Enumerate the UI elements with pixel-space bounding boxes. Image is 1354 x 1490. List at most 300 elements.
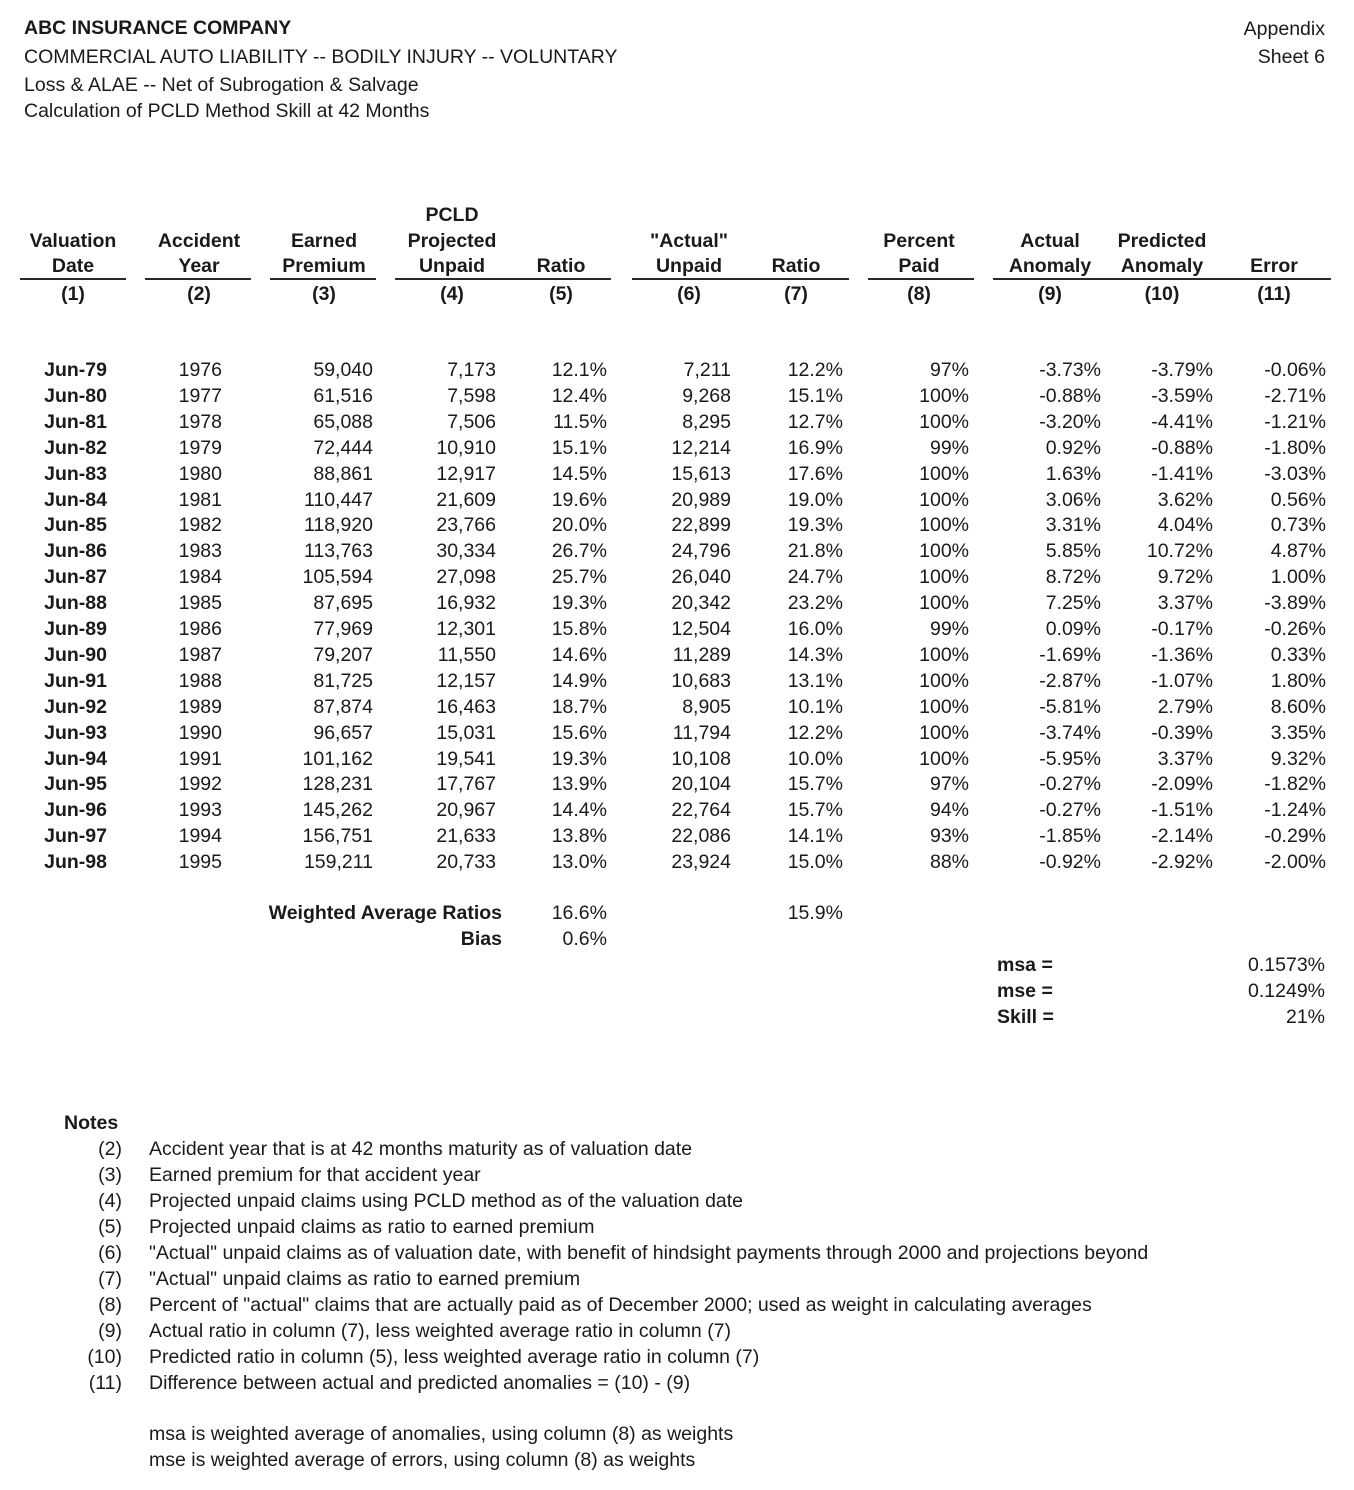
header-rule-4-5	[395, 278, 611, 280]
col-10-number: (10)	[1144, 283, 1180, 305]
predicted-ratio-cell: 20.0%	[551, 514, 607, 537]
predicted-ratio-cell: 15.1%	[551, 436, 607, 459]
actual-ratio-cell: 21.8%	[787, 540, 843, 563]
col-7-header-line1: Ratio	[771, 255, 821, 277]
col-4-header-line3: Unpaid	[418, 255, 486, 277]
predicted-ratio-cell: 12.4%	[551, 384, 607, 407]
predicted-ratio-cell: 25.7%	[551, 566, 607, 589]
accident-year-cell: 1979	[178, 436, 222, 459]
col-1-number: (1)	[61, 283, 85, 305]
table-row	[0, 694, 1354, 720]
note-item	[60, 1214, 1310, 1240]
actual-anomaly-cell: -3.20%	[1039, 410, 1101, 433]
actual-ratio-cell: 15.7%	[787, 773, 843, 796]
predicted-anomaly-cell: -2.14%	[1151, 825, 1213, 848]
actual-ratio-cell: 19.3%	[787, 514, 843, 537]
percent-paid-cell: 97%	[929, 773, 969, 796]
predicted-anomaly-cell: -0.88%	[1151, 436, 1213, 459]
col-5-number: (5)	[549, 283, 573, 305]
percent-paid-cell: 100%	[919, 721, 969, 744]
actual-anomaly-cell: -0.27%	[1039, 799, 1101, 822]
predicted-ratio-cell: 18.7%	[551, 695, 607, 718]
note-text: Projected unpaid claims as ratio to earned premium	[149, 1216, 595, 1238]
col-8-header-line2: Paid	[898, 255, 940, 277]
earned-premium-cell: 128,231	[302, 773, 373, 796]
predicted-anomaly-cell: -0.17%	[1151, 618, 1213, 640]
note-number: (2)	[98, 1138, 122, 1160]
actual-anomaly-cell: -0.92%	[1039, 851, 1101, 874]
earned-premium-cell: 118,920	[303, 514, 373, 537]
actual-unpaid-cell: 15,613	[671, 462, 731, 485]
actual-anomaly-cell: 5.85%	[1045, 540, 1101, 563]
actual-unpaid-cell: 8,905	[682, 695, 731, 718]
col-8-number: (8)	[907, 283, 931, 305]
note-text: Percent of "actual" claims that are actually paid as of December 2000; used as weight in calculating averages	[149, 1294, 1092, 1316]
note-item	[60, 1344, 1310, 1370]
actual-ratio-cell: 19.0%	[787, 488, 843, 511]
actual-ratio-cell: 12.2%	[787, 359, 843, 381]
error-cell: 4.87%	[1270, 540, 1326, 563]
table-row	[0, 538, 1354, 564]
predicted-anomaly-cell: -4.41%	[1151, 410, 1213, 433]
actual-anomaly-cell: -3.74%	[1039, 721, 1101, 744]
predicted-anomaly-cell: -1.07%	[1151, 669, 1213, 692]
mse-label: mse =	[997, 980, 1053, 1002]
percent-paid-cell: 94%	[929, 799, 969, 822]
predicted-anomaly-cell: 10.72%	[1146, 540, 1213, 563]
predicted-anomaly-cell: -1.41%	[1151, 462, 1213, 485]
col-7-number: (7)	[784, 283, 808, 305]
valuation-date-cell: Jun-88	[44, 592, 107, 615]
table-row	[0, 590, 1354, 616]
pcld-projected-unpaid-cell: 11,550	[437, 643, 496, 666]
msa-definition: msa is weighted average of anomalies, using column (8) as weights	[149, 1423, 734, 1445]
col-9-header-line2: Anomaly	[1008, 255, 1092, 277]
predicted-anomaly-cell: 3.37%	[1157, 747, 1213, 770]
actual-anomaly-cell: -2.87%	[1039, 669, 1101, 692]
actual-anomaly-cell: 0.09%	[1045, 618, 1101, 640]
error-cell: -0.26%	[1264, 618, 1326, 640]
valuation-date-cell: Jun-82	[44, 436, 107, 459]
predicted-anomaly-cell: -2.09%	[1151, 773, 1213, 796]
actual-unpaid-cell: 20,989	[671, 488, 731, 511]
predicted-ratio-cell: 26.7%	[551, 540, 607, 563]
accident-year-cell: 1982	[178, 514, 222, 537]
valuation-date-cell: Jun-91	[44, 669, 107, 692]
col-10-header-line1: Predicted	[1117, 230, 1207, 252]
actual-unpaid-cell: 26,040	[671, 566, 731, 589]
percent-paid-cell: 97%	[929, 359, 969, 381]
sheet-number: Sheet 6	[1257, 46, 1325, 68]
percent-paid-cell: 100%	[919, 643, 969, 666]
header-rule-3	[270, 278, 376, 280]
earned-premium-cell: 87,695	[313, 592, 373, 615]
error-cell: -3.89%	[1264, 592, 1326, 615]
note-text: "Actual" unpaid claims as ratio to earned premium	[149, 1268, 581, 1290]
earned-premium-cell: 105,594	[302, 566, 373, 589]
percent-paid-cell: 88%	[929, 851, 969, 874]
actual-unpaid-cell: 23,924	[671, 851, 731, 874]
predicted-ratio-cell: 19.3%	[551, 592, 607, 615]
percent-paid-cell: 100%	[919, 669, 969, 692]
predicted-ratio-cell: 13.0%	[551, 851, 607, 874]
valuation-date-cell: Jun-90	[44, 643, 107, 666]
predicted-anomaly-cell: -3.79%	[1151, 359, 1213, 381]
accident-year-cell: 1987	[178, 643, 222, 666]
earned-premium-cell: 101,162	[302, 747, 373, 770]
error-cell: -2.00%	[1264, 851, 1326, 874]
table-row	[0, 746, 1354, 772]
valuation-date-cell: Jun-96	[44, 799, 107, 822]
accident-year-cell: 1991	[178, 747, 222, 770]
actual-anomaly-cell: 8.72%	[1045, 566, 1101, 589]
table-row	[0, 461, 1354, 487]
table-row	[0, 797, 1354, 823]
actual-ratio-cell: 24.7%	[787, 566, 843, 589]
col-1-header-line2: Date	[51, 255, 95, 277]
error-cell: -3.03%	[1264, 462, 1326, 485]
table-row	[0, 849, 1354, 875]
predicted-ratio-cell: 14.5%	[551, 462, 607, 485]
msa-value: 0.1573%	[1248, 954, 1325, 976]
error-cell: -0.29%	[1264, 825, 1326, 848]
earned-premium-cell: 59,040	[313, 359, 373, 381]
actual-unpaid-cell: 12,504	[671, 618, 731, 640]
header-rule-1	[20, 278, 126, 280]
accident-year-cell: 1981	[178, 488, 222, 511]
earned-premium-cell: 145,262	[302, 799, 373, 822]
accident-year-cell: 1976	[178, 359, 222, 381]
actual-ratio-cell: 12.7%	[787, 410, 843, 433]
error-cell: 1.00%	[1270, 566, 1326, 589]
valuation-date-cell: Jun-93	[44, 721, 107, 744]
error-cell: 8.60%	[1270, 695, 1326, 718]
pcld-projected-unpaid-cell: 20,967	[436, 799, 496, 822]
table-row	[0, 771, 1354, 797]
earned-premium-cell: 110,447	[303, 488, 373, 511]
error-cell: 0.73%	[1270, 514, 1326, 537]
valuation-date-cell: Jun-84	[44, 488, 107, 511]
note-text: Predicted ratio in column (5), less weighted average ratio in column (7)	[149, 1346, 760, 1368]
col-11-number: (11)	[1257, 283, 1291, 305]
pcld-projected-unpaid-cell: 15,031	[436, 721, 496, 744]
weighted-average-actual-ratio: 15.9%	[787, 902, 843, 924]
valuation-date-cell: Jun-83	[44, 462, 107, 485]
header-rule-9-11	[993, 278, 1331, 280]
bias-value: 0.6%	[562, 928, 607, 950]
percent-paid-cell: 100%	[919, 747, 969, 770]
actual-anomaly-cell: 1.63%	[1045, 462, 1101, 485]
error-cell: 0.33%	[1270, 643, 1326, 666]
percent-paid-cell: 99%	[929, 436, 969, 459]
pcld-projected-unpaid-cell: 20,733	[436, 851, 496, 874]
note-text: Projected unpaid claims using PCLD method as of the valuation date	[149, 1190, 744, 1212]
table-row	[0, 642, 1354, 668]
note-item	[60, 1370, 1310, 1396]
col-8-header-line1: Percent	[883, 230, 955, 252]
col-2-header-line1: Accident	[157, 230, 241, 252]
predicted-ratio-cell: 14.6%	[551, 643, 607, 666]
bias-label: Bias	[460, 928, 502, 950]
pcld-projected-unpaid-cell: 7,173	[447, 359, 496, 381]
header-rule-8	[868, 278, 974, 280]
valuation-date-cell: Jun-94	[44, 747, 107, 770]
col-3-header-line1: Earned	[290, 230, 358, 252]
percent-paid-cell: 100%	[919, 592, 969, 615]
predicted-anomaly-cell: 9.72%	[1157, 566, 1213, 589]
error-cell: 3.35%	[1270, 721, 1326, 744]
error-cell: 9.32%	[1270, 747, 1326, 770]
accident-year-cell: 1978	[178, 410, 222, 433]
actual-unpaid-cell: 9,268	[682, 384, 731, 407]
table-row	[0, 720, 1354, 746]
predicted-ratio-cell: 14.9%	[551, 669, 607, 692]
col-6-number: (6)	[677, 283, 701, 305]
actual-anomaly-cell: -5.81%	[1039, 695, 1101, 718]
accident-year-cell: 1984	[178, 566, 222, 589]
predicted-anomaly-cell: -0.39%	[1151, 721, 1213, 744]
pcld-projected-unpaid-cell: 16,932	[436, 592, 496, 615]
valuation-date-cell: Jun-79	[44, 359, 107, 381]
error-cell: 0.56%	[1270, 488, 1326, 511]
pcld-projected-unpaid-cell: 16,463	[436, 695, 496, 718]
sheet-title: Calculation of PCLD Method Skill at 42 Months	[24, 100, 430, 122]
note-text: Earned premium for that accident year	[149, 1164, 481, 1186]
accident-year-cell: 1986	[178, 618, 222, 640]
accident-year-cell: 1990	[178, 721, 222, 744]
actual-unpaid-cell: 22,764	[671, 799, 731, 822]
actual-anomaly-cell: 3.31%	[1045, 514, 1101, 537]
earned-premium-cell: 79,207	[313, 643, 373, 666]
pcld-projected-unpaid-cell: 30,334	[436, 540, 496, 563]
valuation-date-cell: Jun-97	[44, 825, 107, 848]
error-cell: 1.80%	[1270, 669, 1326, 692]
table-row	[0, 668, 1354, 694]
col-2-number: (2)	[187, 283, 211, 305]
pcld-projected-unpaid-cell: 10,910	[436, 436, 496, 459]
predicted-anomaly-cell: -1.36%	[1151, 643, 1213, 666]
actual-anomaly-cell: -0.88%	[1039, 384, 1101, 407]
predicted-anomaly-cell: -3.59%	[1151, 384, 1213, 407]
percent-paid-cell: 100%	[919, 384, 969, 407]
col-3-header-line2: Premium	[282, 255, 366, 277]
percent-paid-cell: 100%	[919, 514, 969, 537]
percent-paid-cell: 100%	[919, 540, 969, 563]
pcld-projected-unpaid-cell: 21,609	[436, 488, 496, 511]
actual-anomaly-cell: -5.95%	[1039, 747, 1101, 770]
actual-anomaly-cell: -0.27%	[1039, 773, 1101, 796]
actual-unpaid-cell: 8,295	[682, 410, 731, 433]
actual-unpaid-cell: 10,683	[671, 669, 731, 692]
valuation-date-cell: Jun-81	[44, 410, 107, 433]
table-row	[0, 616, 1354, 642]
percent-paid-cell: 99%	[929, 618, 969, 640]
col-1-header-line1: Valuation	[29, 230, 117, 252]
accident-year-cell: 1992	[178, 773, 222, 796]
pcld-projected-unpaid-cell: 17,767	[436, 773, 496, 796]
valuation-date-cell: Jun-87	[44, 566, 107, 589]
table-row	[0, 357, 1354, 383]
col-4-header-line2: Projected	[407, 230, 497, 252]
earned-premium-cell: 96,657	[313, 721, 373, 744]
actual-unpaid-cell: 20,104	[671, 773, 731, 796]
table-row	[0, 409, 1354, 435]
predicted-anomaly-cell: 3.62%	[1157, 488, 1213, 511]
col-6-header-line2: Unpaid	[655, 255, 723, 277]
percent-paid-cell: 100%	[919, 695, 969, 718]
percent-paid-cell: 100%	[919, 488, 969, 511]
predicted-anomaly-cell: 2.79%	[1157, 695, 1213, 718]
actual-unpaid-cell: 22,086	[671, 825, 731, 848]
note-number: (6)	[98, 1242, 122, 1264]
note-text: Actual ratio in column (7), less weighted average ratio in column (7)	[149, 1320, 732, 1342]
earned-premium-cell: 113,763	[303, 540, 373, 563]
predicted-ratio-cell: 15.8%	[551, 618, 607, 640]
pcld-projected-unpaid-cell: 12,917	[436, 462, 496, 485]
valuation-date-cell: Jun-85	[44, 514, 107, 537]
accident-year-cell: 1995	[178, 851, 222, 874]
earned-premium-cell: 87,874	[313, 695, 373, 718]
actual-unpaid-cell: 20,342	[671, 592, 731, 615]
actual-unpaid-cell: 11,794	[672, 721, 731, 744]
valuation-date-cell: Jun-92	[44, 695, 107, 718]
actual-anomaly-cell: 3.06%	[1045, 488, 1101, 511]
error-cell: -1.82%	[1264, 773, 1326, 796]
predicted-anomaly-cell: -2.92%	[1151, 851, 1213, 874]
actual-ratio-cell: 16.0%	[787, 618, 843, 640]
col-11-header-line1: Error	[1250, 255, 1298, 277]
note-item	[60, 1162, 1310, 1188]
pcld-projected-unpaid-cell: 12,301	[436, 618, 496, 640]
actual-unpaid-cell: 7,211	[683, 359, 731, 381]
note-number: (3)	[98, 1164, 122, 1186]
mse-definition: mse is weighted average of errors, using column (8) as weights	[149, 1449, 696, 1471]
col-3-number: (3)	[312, 283, 336, 305]
predicted-ratio-cell: 19.3%	[551, 747, 607, 770]
col-4-header-line1: PCLD	[425, 204, 479, 226]
note-text: Difference between actual and predicted anomalies = (10) - (9)	[149, 1372, 691, 1394]
mse-value: 0.1249%	[1248, 980, 1325, 1002]
note-item	[60, 1240, 1310, 1266]
col-9-number: (9)	[1038, 283, 1062, 305]
predicted-ratio-cell: 13.9%	[551, 773, 607, 796]
error-cell: -1.80%	[1264, 436, 1326, 459]
predicted-ratio-cell: 15.6%	[551, 721, 607, 744]
actual-ratio-cell: 16.9%	[787, 436, 843, 459]
notes-title: Notes	[64, 1112, 119, 1134]
actual-unpaid-cell: 11,289	[672, 643, 731, 666]
predicted-ratio-cell: 12.1%	[551, 359, 607, 381]
earned-premium-cell: 88,861	[313, 462, 373, 485]
actual-ratio-cell: 14.1%	[787, 825, 843, 848]
table-row	[0, 823, 1354, 849]
actual-anomaly-cell: -3.73%	[1039, 359, 1101, 381]
actual-ratio-cell: 23.2%	[787, 592, 843, 615]
skill-value: 21%	[1285, 1006, 1325, 1028]
percent-paid-cell: 100%	[919, 410, 969, 433]
actual-unpaid-cell: 22,899	[671, 514, 731, 537]
error-cell: -1.24%	[1264, 799, 1326, 822]
appendix-label: Appendix	[1243, 18, 1325, 40]
accident-year-cell: 1985	[178, 592, 222, 615]
table-row	[0, 512, 1354, 538]
col-4-number: (4)	[440, 283, 464, 305]
col-9-header-line1: Actual	[1020, 230, 1080, 252]
actual-unpaid-cell: 24,796	[671, 540, 731, 563]
predicted-ratio-cell: 19.6%	[551, 488, 607, 511]
skill-label: Skill =	[997, 1006, 1054, 1028]
actual-unpaid-cell: 10,108	[671, 747, 731, 770]
actual-anomaly-cell: 0.92%	[1045, 436, 1101, 459]
actual-anomaly-cell: 7.25%	[1045, 592, 1101, 615]
pcld-projected-unpaid-cell: 27,098	[436, 566, 496, 589]
msa-label: msa =	[997, 954, 1053, 976]
note-item	[60, 1318, 1310, 1344]
note-number: (7)	[98, 1268, 122, 1290]
pcld-projected-unpaid-cell: 12,157	[436, 669, 496, 692]
accident-year-cell: 1977	[178, 384, 222, 407]
earned-premium-cell: 159,211	[303, 851, 373, 874]
valuation-date-cell: Jun-86	[44, 540, 107, 563]
accident-year-cell: 1993	[178, 799, 222, 822]
actual-ratio-cell: 13.1%	[787, 669, 843, 692]
weighted-average-label: Weighted Average Ratios	[268, 902, 502, 924]
valuation-date-cell: Jun-80	[44, 384, 107, 407]
accident-year-cell: 1989	[178, 695, 222, 718]
actual-ratio-cell: 17.6%	[787, 462, 843, 485]
actual-ratio-cell: 15.1%	[787, 384, 843, 407]
note-item	[60, 1136, 1310, 1162]
actual-ratio-cell: 12.2%	[787, 721, 843, 744]
valuation-date-cell: Jun-98	[44, 851, 107, 874]
actual-ratio-cell: 10.0%	[787, 747, 843, 770]
valuation-date-cell: Jun-89	[44, 618, 107, 640]
predicted-ratio-cell: 14.4%	[551, 799, 607, 822]
note-number: (8)	[98, 1294, 122, 1316]
predicted-anomaly-cell: 3.37%	[1157, 592, 1213, 615]
earned-premium-cell: 156,751	[302, 825, 373, 848]
predicted-anomaly-cell: 4.04%	[1157, 514, 1213, 537]
earned-premium-cell: 65,088	[313, 410, 373, 433]
note-text: Accident year that is at 42 months maturity as of valuation date	[149, 1138, 693, 1160]
note-number: (4)	[98, 1190, 122, 1212]
predicted-ratio-cell: 11.5%	[553, 410, 607, 433]
earned-premium-cell: 77,969	[313, 618, 373, 640]
pcld-projected-unpaid-cell: 21,633	[436, 825, 496, 848]
valuation-date-cell: Jun-95	[44, 773, 107, 796]
note-text: "Actual" unpaid claims as of valuation date, with benefit of hindsight payments through 2000 and projections beyond	[149, 1242, 1149, 1264]
note-item	[60, 1266, 1310, 1292]
earned-premium-cell: 61,516	[313, 384, 373, 407]
table-row	[0, 487, 1354, 513]
note-number: (9)	[98, 1320, 122, 1342]
actual-ratio-cell: 10.1%	[787, 695, 843, 718]
line-of-business: COMMERCIAL AUTO LIABILITY -- BODILY INJURY -- VOLUNTARY	[24, 46, 618, 68]
accident-year-cell: 1983	[178, 540, 222, 563]
pcld-projected-unpaid-cell: 19,541	[436, 747, 496, 770]
percent-paid-cell: 100%	[919, 462, 969, 485]
earned-premium-cell: 81,725	[313, 669, 373, 692]
actual-ratio-cell: 14.3%	[787, 643, 843, 666]
company-name: ABC INSURANCE COMPANY	[24, 17, 292, 39]
pcld-projected-unpaid-cell: 7,598	[447, 384, 496, 407]
header-rule-2	[145, 278, 251, 280]
col-6-header-line1: "Actual"	[649, 230, 729, 252]
percent-paid-cell: 100%	[919, 566, 969, 589]
accident-year-cell: 1988	[178, 669, 222, 692]
actual-unpaid-cell: 12,214	[671, 436, 731, 459]
pcld-projected-unpaid-cell: 7,506	[447, 410, 496, 433]
